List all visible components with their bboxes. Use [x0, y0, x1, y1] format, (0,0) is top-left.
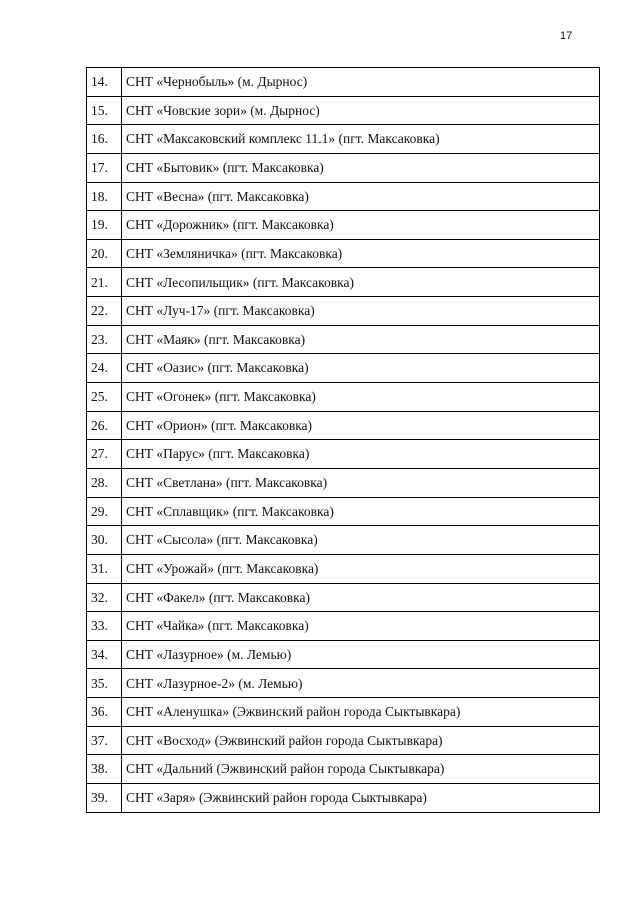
table-row [87, 497, 600, 526]
table-row [87, 583, 600, 612]
row-text: СНТ «Лазурное-2» (м. Лемью) [122, 669, 600, 698]
row-number: 25. [87, 383, 122, 412]
row-text: СНТ «Светлана» (пгт. Максаковка) [122, 468, 600, 497]
row-number: 30. [87, 526, 122, 555]
row-number: 24. [87, 354, 122, 383]
row-text: СНТ «Чернобыль» (м. Дырнос) [122, 68, 600, 97]
table-row [87, 96, 600, 125]
table-body [87, 68, 600, 813]
table-row [87, 554, 600, 583]
table-row [87, 726, 600, 755]
row-text: СНТ «Луч-17» (пгт. Максаковка) [122, 297, 600, 326]
row-number: 19. [87, 211, 122, 240]
row-number: 27. [87, 440, 122, 469]
row-number: 35. [87, 669, 122, 698]
page-number: 17 [560, 30, 573, 42]
table-row [87, 268, 600, 297]
row-number: 37. [87, 726, 122, 755]
row-text: СНТ «Чайка» (пгт. Максаковка) [122, 612, 600, 641]
table-row [87, 468, 600, 497]
table-row [87, 239, 600, 268]
row-text: СНТ «Урожай» (пгт. Максаковка) [122, 554, 600, 583]
row-text: СНТ «Оазис» (пгт. Максаковка) [122, 354, 600, 383]
row-text: СНТ «Заря» (Эжвинский район города Сыктывкара) [122, 784, 600, 813]
row-number: 23. [87, 325, 122, 354]
row-text: СНТ «Максаковский комплекс 11.1» (пгт. Максаковка) [122, 125, 600, 154]
row-number: 33. [87, 612, 122, 641]
row-text: СНТ «Аленушка» (Эжвинский район города Сыктывкара) [122, 698, 600, 727]
row-text: СНТ «Лазурное» (м. Лемью) [122, 640, 600, 669]
row-number: 28. [87, 468, 122, 497]
row-text: СНТ «Огонек» (пгт. Максаковка) [122, 383, 600, 412]
snt-list-table [86, 67, 600, 813]
table-row [87, 383, 600, 412]
table-row [87, 698, 600, 727]
table-row [87, 784, 600, 813]
row-number: 14. [87, 68, 122, 97]
table-row [87, 325, 600, 354]
row-text: СНТ «Сплавщик» (пгт. Максаковка) [122, 497, 600, 526]
row-number: 29. [87, 497, 122, 526]
table-row [87, 755, 600, 784]
table-row [87, 669, 600, 698]
row-number: 15. [87, 96, 122, 125]
table-row [87, 411, 600, 440]
row-text: СНТ «Земляничка» (пгт. Максаковка) [122, 239, 600, 268]
table-row [87, 612, 600, 641]
table-row [87, 125, 600, 154]
table-row [87, 68, 600, 97]
row-number: 36. [87, 698, 122, 727]
row-text: СНТ «Лесопильщик» (пгт. Максаковка) [122, 268, 600, 297]
row-number: 22. [87, 297, 122, 326]
row-text: СНТ «Факел» (пгт. Максаковка) [122, 583, 600, 612]
row-text: СНТ «Весна» (пгт. Максаковка) [122, 182, 600, 211]
row-text: СНТ «Дорожник» (пгт. Максаковка) [122, 211, 600, 240]
row-text: СНТ «Парус» (пгт. Максаковка) [122, 440, 600, 469]
table-row [87, 182, 600, 211]
row-number: 26. [87, 411, 122, 440]
row-number: 21. [87, 268, 122, 297]
table-row [87, 297, 600, 326]
table-row [87, 640, 600, 669]
row-text: СНТ «Маяк» (пгт. Максаковка) [122, 325, 600, 354]
row-number: 18. [87, 182, 122, 211]
row-number: 17. [87, 153, 122, 182]
row-text: СНТ «Човские зори» (м. Дырнос) [122, 96, 600, 125]
row-text: СНТ «Сысола» (пгт. Максаковка) [122, 526, 600, 555]
table-row [87, 211, 600, 240]
row-text: СНТ «Дальний (Эжвинский район города Сыктывкара) [122, 755, 600, 784]
row-number: 16. [87, 125, 122, 154]
row-text: СНТ «Орион» (пгт. Максаковка) [122, 411, 600, 440]
row-number: 32. [87, 583, 122, 612]
row-number: 39. [87, 784, 122, 813]
row-number: 38. [87, 755, 122, 784]
row-text: СНТ «Бытовик» (пгт. Максаковка) [122, 153, 600, 182]
row-text: СНТ «Восход» (Эжвинский район города Сыктывкара) [122, 726, 600, 755]
table-row [87, 354, 600, 383]
row-number: 34. [87, 640, 122, 669]
table-row [87, 440, 600, 469]
table-row [87, 153, 600, 182]
table-row [87, 526, 600, 555]
row-number: 31. [87, 554, 122, 583]
row-number: 20. [87, 239, 122, 268]
